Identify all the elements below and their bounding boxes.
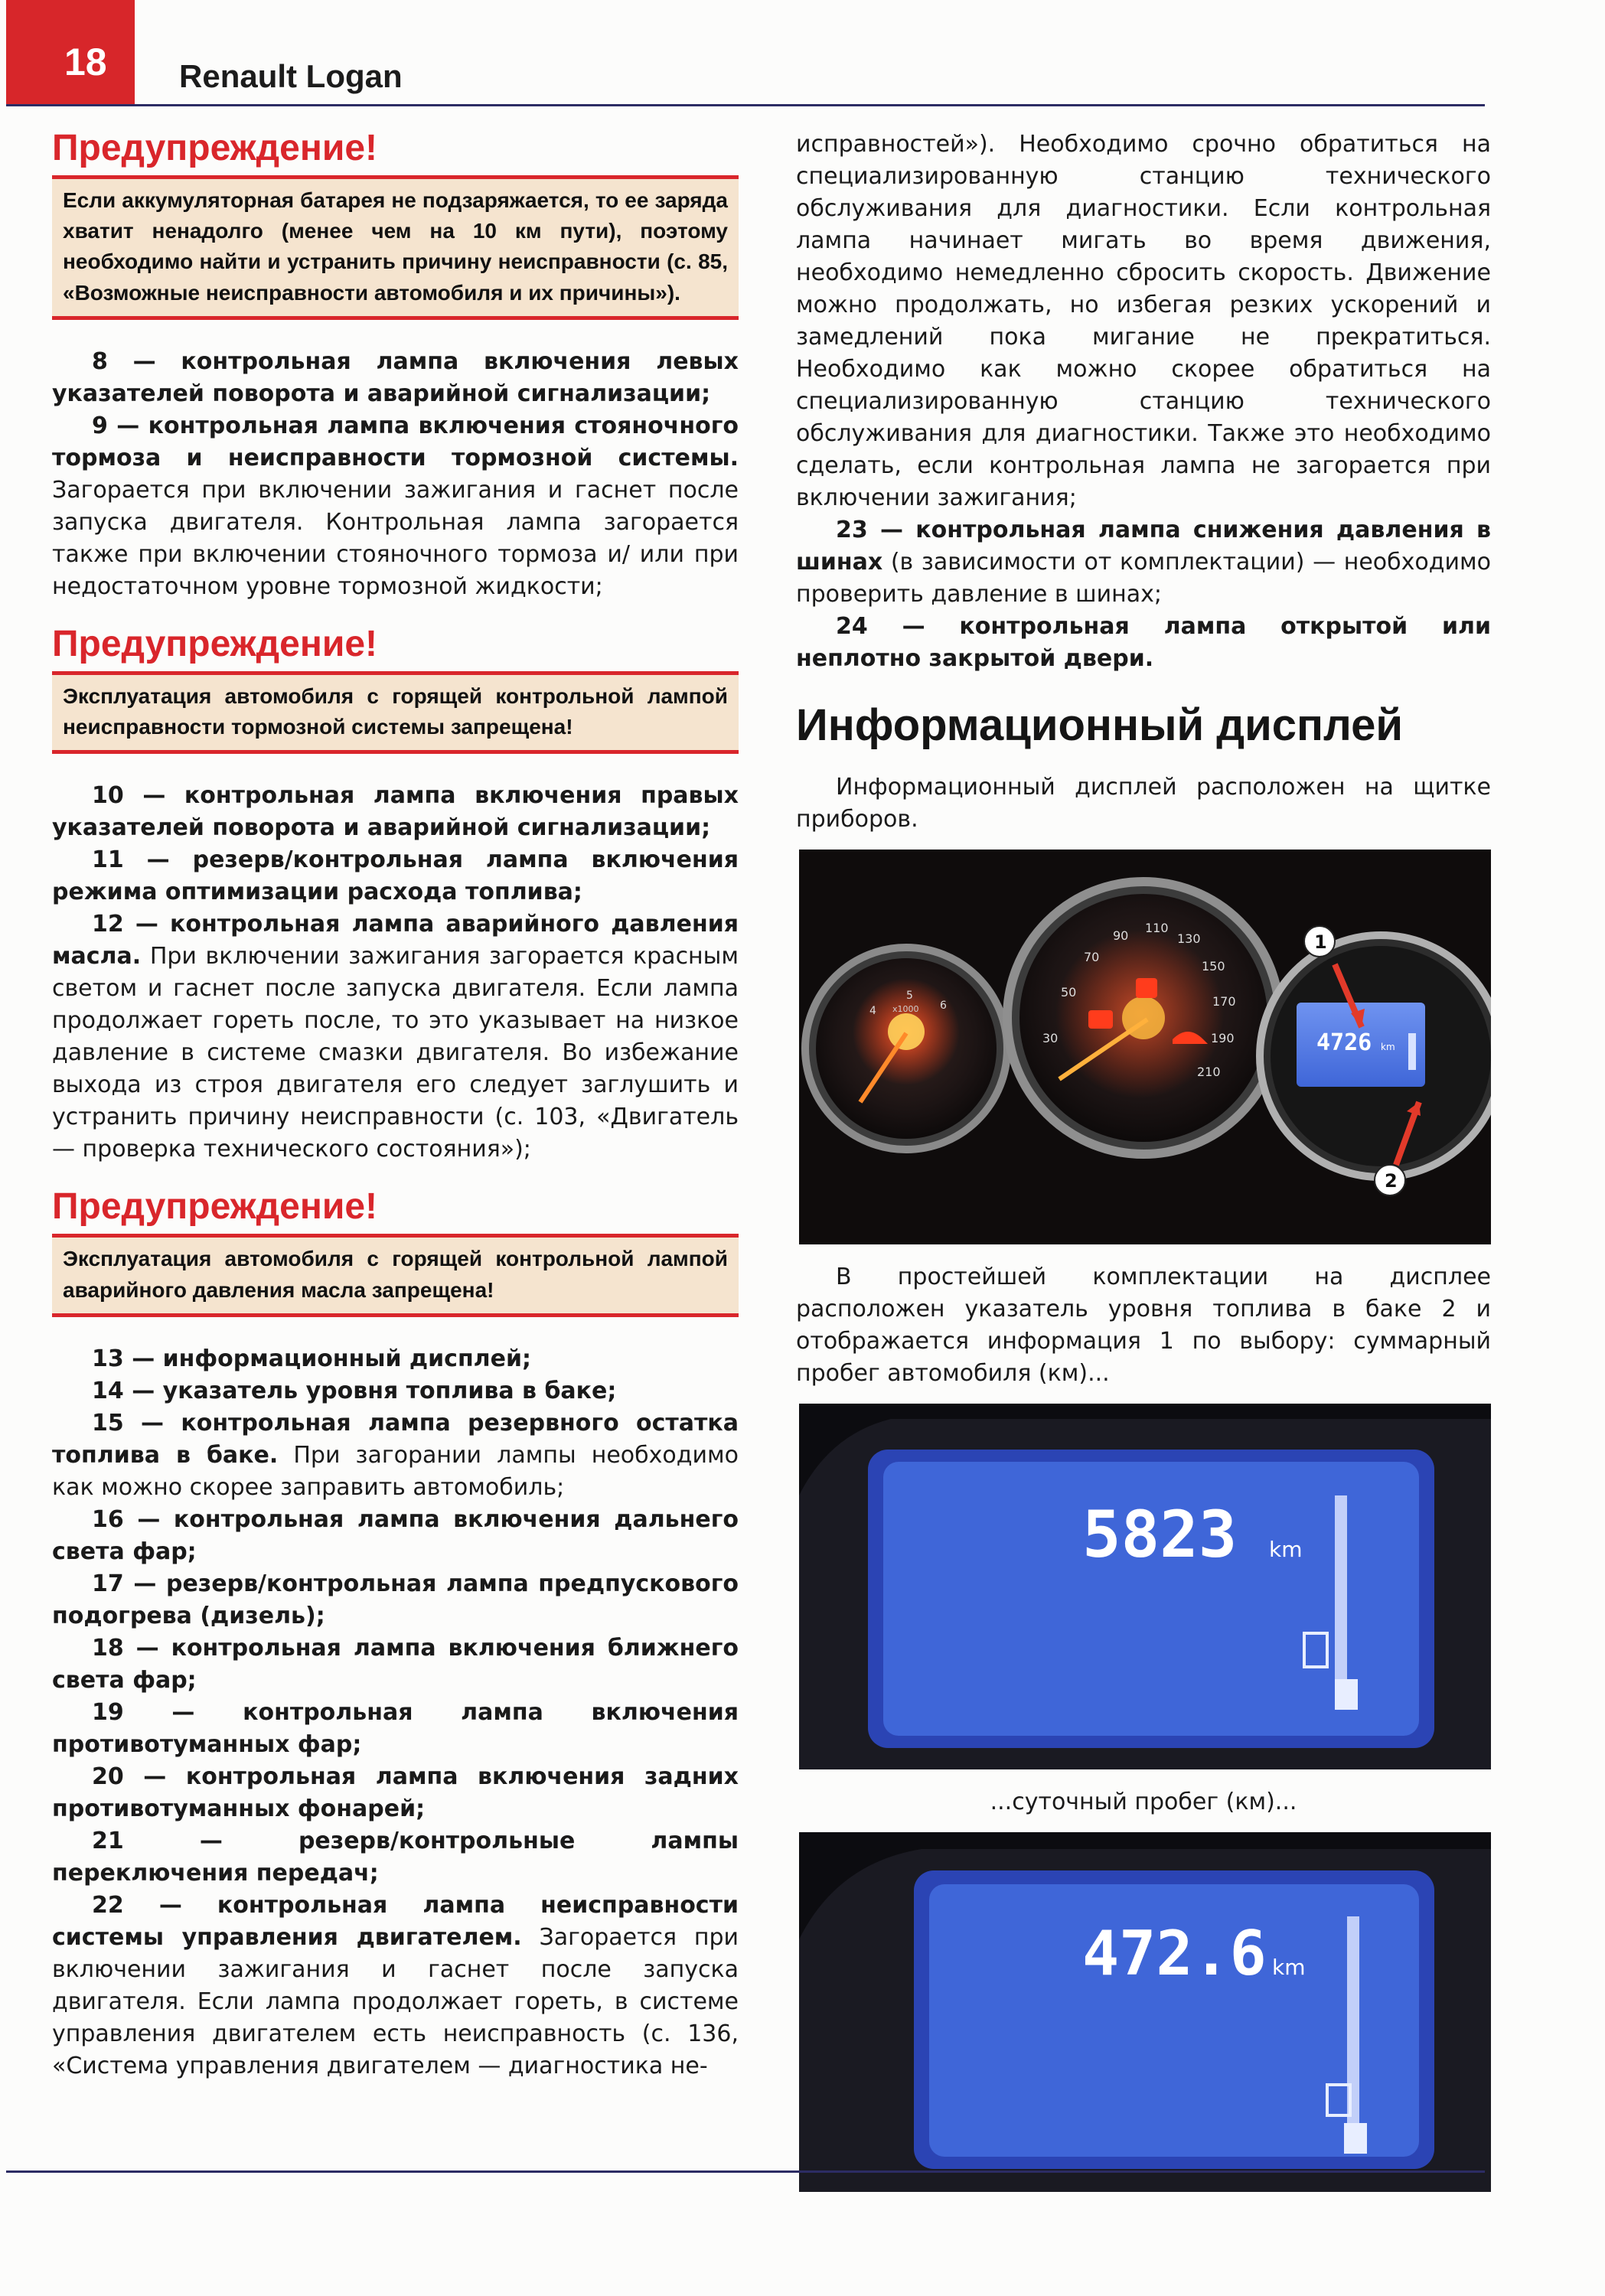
warning-title: Предупреждение! bbox=[52, 128, 378, 168]
callout-2: 2 bbox=[1385, 1169, 1398, 1192]
speed-tick-label: 210 bbox=[1197, 1064, 1221, 1079]
list-item bbox=[796, 611, 1491, 675]
item-description: (в зависимости от комплектации) — необходимо проверить давление в шинах; bbox=[796, 549, 1491, 608]
speed-tick-label: 190 bbox=[1211, 1030, 1235, 1045]
speed-tick-label: 70 bbox=[1084, 949, 1100, 964]
item-title: 9 — контрольная лампа включения стояночного тормоза и неисправности тормозной системы. bbox=[52, 413, 739, 472]
item-title: 18 — контрольная лампа включения ближнего света фар; bbox=[52, 1634, 739, 1694]
caption: В простейшей комплектации на дисплее расположен указатель уровня топлива в баке 2 и отображается информация 1 по выбору: суммарный пробег автомобиля (км)... bbox=[796, 1263, 1491, 1387]
total-mileage-readout: 5823 bbox=[1082, 1496, 1238, 1572]
item-title: 19 — контрольная лампа включения противотуманных фар; bbox=[52, 1698, 739, 1758]
right-column bbox=[796, 129, 1491, 2209]
speedometer bbox=[1007, 882, 1280, 1154]
section-heading: Информационный дисплей bbox=[796, 700, 1404, 750]
caption: ...суточный пробег (км)... bbox=[990, 1788, 1297, 1815]
item-title: 13 — информационный дисплей; bbox=[92, 1345, 532, 1372]
list-item bbox=[52, 1504, 739, 1568]
list-item bbox=[52, 780, 739, 844]
item-list bbox=[796, 514, 1491, 675]
instrument-cluster-photo bbox=[799, 850, 1491, 1244]
list-item bbox=[52, 1697, 739, 1761]
item-description: Загорается при включении зажигания и гаснет после запуска двигателя. Контрольная лампа загорается также при включении стояночного тормоза и/ или при недостаточном уровне тормозной жидкости; bbox=[52, 477, 739, 601]
odometer-unit: km bbox=[1381, 1041, 1395, 1052]
speed-tick-label: 130 bbox=[1177, 931, 1201, 946]
list-item bbox=[796, 514, 1491, 611]
item-title: 11 — резерв/контрольная лампа включения режима оптимизации расхода топлива; bbox=[52, 846, 739, 906]
book-title: Renault Logan bbox=[179, 58, 403, 94]
trip-mileage-readout: 472.6 bbox=[1082, 1917, 1267, 1989]
item-list bbox=[52, 346, 739, 603]
list-item bbox=[52, 1568, 739, 1632]
item-list bbox=[52, 1343, 739, 2082]
speed-tick-label: 90 bbox=[1113, 928, 1129, 943]
list-item bbox=[52, 908, 739, 1166]
list-item bbox=[52, 346, 739, 410]
item-title: 12 — контрольная лампа аварийного давления масла. bbox=[52, 911, 739, 970]
continued-paragraph: исправностей»). Необходимо срочно обратиться на специализированную станцию технического обслуживания для диагностики. Если контрольная лампа начинает мигать во время движения, необходимо немедленно сбросить скорость. Движение можно продолжать, но избегая резких ускорений и замедлений пока мигание не прекратиться. Необходимо как можно скорее обратиться на специализированную станцию технического обслуживания для диагностики. Также это необходимо сделать, если контрольная лампа не загорается при включении зажигания; bbox=[796, 131, 1491, 511]
item-description: При загорании лампы необходимо как можно скорее заправить автомобиль; bbox=[52, 1441, 739, 1501]
intro-paragraph: Информационный дисплей расположен на щитке приборов. bbox=[796, 773, 1491, 833]
warning-title: Предупреждение! bbox=[52, 1186, 378, 1228]
odometer-readout: 4726 bbox=[1316, 1029, 1372, 1056]
page-number-box bbox=[6, 0, 135, 104]
item-title: 17 — резерв/контрольная лампа предпускового подогрева (дизель); bbox=[52, 1570, 739, 1629]
header-rule bbox=[6, 104, 1485, 106]
left-column bbox=[52, 129, 739, 2082]
list-item bbox=[52, 1761, 739, 1825]
warning-box: Эксплуатация автомобиля с горящей контрольной лампой аварийного давления масла запрещена! bbox=[52, 1234, 739, 1317]
display-photo-trip-mileage bbox=[799, 1832, 1491, 2192]
speed-tick-label: 170 bbox=[1212, 993, 1236, 1009]
callout-1: 1 bbox=[1314, 931, 1327, 953]
warning-box: Если аккумуляторная батарея не подзаряжается, то ее заряда хватит ненадолго (менее чем на 10 км пути), поэтому необходимо найти и устранить причину неисправности (с. 85, «Возможные неисправности автомобиля и их причины»). bbox=[52, 175, 739, 320]
page-number: 18 bbox=[64, 41, 107, 83]
list-item bbox=[52, 1825, 739, 1890]
tachometer bbox=[805, 947, 1007, 1150]
list-item bbox=[52, 1343, 739, 1375]
item-title: 22 — контрольная лампа неисправности системы управления двигателем. bbox=[52, 1891, 739, 1951]
warning-box: Эксплуатация автомобиля с горящей контрольной лампой неисправности тормозной системы запрещена! bbox=[52, 671, 739, 755]
item-title: 21 — резерв/контрольные лампы переключения передач; bbox=[52, 1827, 739, 1887]
display-photo-total-mileage bbox=[799, 1404, 1491, 1769]
mileage-unit: km bbox=[1272, 1954, 1306, 1980]
tacho-tick-label: 4 bbox=[869, 1004, 876, 1017]
speed-tick-label: 110 bbox=[1145, 920, 1169, 935]
item-title: 23 — контрольная лампа снижения давления в шинах bbox=[796, 517, 1491, 576]
list-item bbox=[52, 410, 739, 603]
list-item bbox=[52, 1407, 739, 1504]
item-title: 14 — указатель уровня топлива в баке; bbox=[92, 1377, 617, 1404]
tacho-tick-label: 6 bbox=[940, 999, 947, 1012]
item-title: 20 — контрольная лампа включения задних противотуманных фонарей; bbox=[52, 1763, 739, 1822]
item-title: 10 — контрольная лампа включения правых указателей поворота и аварийной сигнализации; bbox=[52, 782, 739, 842]
speed-tick-label: 30 bbox=[1042, 1030, 1059, 1045]
mileage-unit: km bbox=[1269, 1536, 1303, 1562]
speed-tick-label: 50 bbox=[1061, 984, 1077, 1000]
list-item bbox=[52, 1632, 739, 1697]
tacho-unit: x1000 bbox=[892, 1003, 919, 1014]
tacho-tick-label: 5 bbox=[906, 989, 913, 1002]
item-description: Загорается при включении зажигания и гаснет после запуска двигателя. Если лампа продолжает гореть, в системе управления двигателем есть неисправность (с. 136, «Система управления двигателем — диагностика не- bbox=[52, 1923, 739, 2079]
item-title: 24 — контрольная лампа открытой или неплотно закрытой двери. bbox=[796, 613, 1491, 672]
list-item bbox=[52, 844, 739, 908]
item-title: 15 — контрольная лампа резервного остатка топлива в баке. bbox=[52, 1409, 739, 1469]
item-list bbox=[52, 780, 739, 1166]
item-title: 16 — контрольная лампа включения дальнего света фар; bbox=[52, 1505, 739, 1565]
list-item bbox=[52, 1375, 739, 1407]
item-description: При включении зажигания загорается красным светом и гаснет после запуска двигателя. Если лампа продолжает гореть после, то это указывает на низкое давление в системе смазки двигателя. Во избежание выхода из строя двигателя его следует заглушить и устранить причину неисправности (с. 103, «Двигатель — проверка технического состояния»); bbox=[52, 943, 739, 1163]
warning-title: Предупреждение! bbox=[52, 624, 378, 665]
speed-tick-label: 150 bbox=[1202, 958, 1225, 974]
item-title: 8 — контрольная лампа включения левых указателей поворота и аварийной сигнализации; bbox=[52, 348, 739, 408]
footer-rule bbox=[6, 2170, 1485, 2173]
list-item bbox=[52, 1890, 739, 2082]
